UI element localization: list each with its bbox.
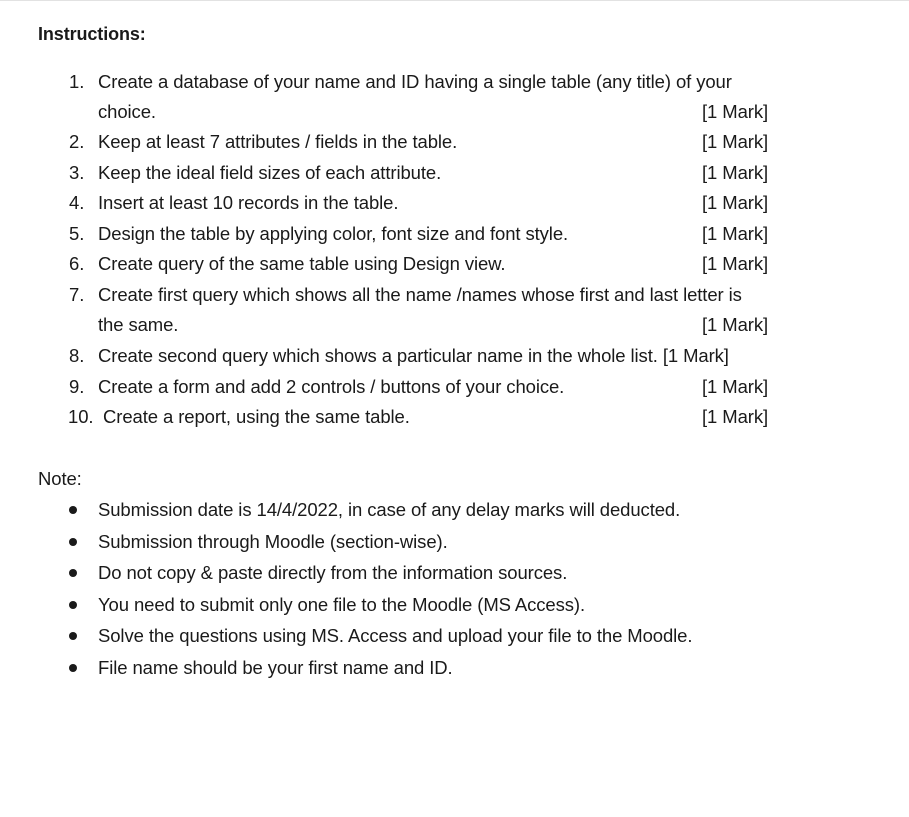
note-item-1: Submission date is 14/4/2022, in case of any delay marks will deducted. bbox=[98, 499, 681, 520]
item-6-text: Create query of the same table using Design view. bbox=[98, 253, 506, 274]
item-6-mark: [1 Mark] bbox=[702, 253, 769, 274]
item-5-text: Design the table by applying color, font size and font style. bbox=[98, 223, 569, 244]
bullet-icon bbox=[69, 569, 77, 577]
item-4-text: Insert at least 10 records in the table. bbox=[98, 192, 399, 213]
item-2-text: Keep at least 7 attributes / fields in the table. bbox=[98, 131, 458, 152]
item-10-text: Create a report, using the same table. bbox=[103, 406, 410, 427]
bullet-icon bbox=[69, 538, 77, 546]
item-5-number: 5. bbox=[69, 223, 85, 244]
item-2-number: 2. bbox=[69, 131, 85, 152]
note-item-5: Solve the questions using MS. Access and upload your file to the Moodle. bbox=[98, 625, 693, 646]
bullet-icon bbox=[69, 601, 77, 609]
item-3-text: Keep the ideal field sizes of each attribute. bbox=[98, 162, 442, 183]
item-3-number: 3. bbox=[69, 162, 85, 183]
bullet-icon bbox=[69, 506, 77, 514]
item-4-mark: [1 Mark] bbox=[702, 192, 769, 213]
note-item-4: You need to submit only one file to the Moodle (MS Access). bbox=[98, 594, 586, 615]
item-1-number: 1. bbox=[69, 71, 85, 92]
item-6-number: 6. bbox=[69, 253, 85, 274]
item-8-number: 8. bbox=[69, 345, 85, 366]
item-7-text-line1: Create first query which shows all the name /names whose first and last letter is bbox=[98, 284, 742, 305]
item-5-mark: [1 Mark] bbox=[702, 223, 769, 244]
item-7-text-line2: the same. bbox=[98, 314, 179, 335]
item-8-text: Create second query which shows a particular name in the whole list. [1 Mark] bbox=[98, 345, 729, 366]
item-1-text-line2: choice. bbox=[98, 101, 156, 122]
item-9-text: Create a form and add 2 controls / buttons of your choice. bbox=[98, 376, 565, 397]
item-7-mark: [1 Mark] bbox=[702, 314, 769, 335]
item-4-number: 4. bbox=[69, 192, 85, 213]
note-item-2: Submission through Moodle (section-wise). bbox=[98, 531, 448, 552]
note-item-3: Do not copy & paste directly from the information sources. bbox=[98, 562, 568, 583]
bullet-icon bbox=[69, 664, 77, 672]
item-10-number: 10. bbox=[68, 406, 94, 427]
instructions-heading: Instructions: bbox=[38, 24, 146, 44]
item-9-number: 9. bbox=[69, 376, 85, 397]
note-heading: Note: bbox=[38, 468, 82, 489]
item-1-mark: [1 Mark] bbox=[702, 101, 769, 122]
item-3-mark: [1 Mark] bbox=[702, 162, 769, 183]
item-2-mark: [1 Mark] bbox=[702, 131, 769, 152]
item-7-number: 7. bbox=[69, 284, 85, 305]
note-item-6: File name should be your first name and ID. bbox=[98, 657, 453, 678]
item-9-mark: [1 Mark] bbox=[702, 376, 769, 397]
item-1-text-line1: Create a database of your name and ID having a single table (any title) of your bbox=[98, 71, 732, 92]
item-10-mark: [1 Mark] bbox=[702, 406, 769, 427]
bullet-icon bbox=[69, 632, 77, 640]
